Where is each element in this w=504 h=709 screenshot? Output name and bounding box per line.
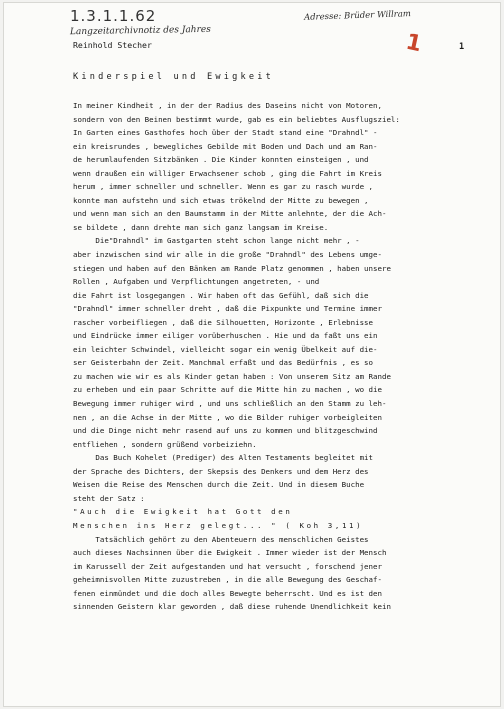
text-line: entfliehen , sondern grüßend vorbeiziehn. — [73, 439, 257, 449]
text-line: im Karussell der Zeit aufgestanden und hat versucht , forschend jener — [73, 561, 382, 571]
text-line: de herumlaufenden Sitzbänken . Die Kinder konnten einsteigen , und — [73, 155, 369, 165]
text-line: Tatsächlich gehört zu den Abenteuern des menschlichen Geistes — [73, 534, 369, 544]
text-line: geheimnisvollen Mitte zuzustreben , in die alle Bewegung des Geschaf- — [73, 575, 382, 585]
text-line: steht der Satz : — [73, 493, 145, 503]
text-line: In meiner Kindheit , in der der Radius des Daseins nicht von Motoren, — [73, 101, 382, 110]
text-line: und wenn man sich an den Baumstamm in der Mitte anlehnte, der die Ach- — [73, 209, 387, 219]
text-line: sinnenden Geistern klar geworden , daß diese ruhende Unendlichkeit kein — [73, 602, 391, 612]
text-line: ser Geisterbahn der Zeit. Manchmal erfaßt und das Bedürfnis , es so — [73, 358, 374, 368]
page-number: 1 — [459, 42, 465, 52]
text-line: In Garten eines Gasthofes hoch über der Stadt stand eine "Drahndl" - — [73, 128, 378, 138]
text-line: Die"Drahndl" im Gastgarten steht schon lange nicht mehr , - — [73, 236, 360, 246]
text-line: fenen einmündet und die doch alles Bewegte beherrscht. Und es ist den — [73, 588, 382, 598]
text-line: Rollen , Aufgaben und Verpflichtungen angetreten, - und — [73, 277, 320, 287]
text-line: und Eindrücke immer eiliger vorüberhuschen . Hie und da faßt uns ein — [73, 331, 378, 341]
text-line: die Fahrt ist losgegangen . Wir haben oft das Gefühl, daß sich die — [73, 290, 369, 300]
body-text — [73, 99, 501, 614]
document-page — [3, 2, 501, 707]
author-name: Reinhold Stecher — [73, 40, 152, 50]
document-title: Kinderspiel und Ewigkeit — [73, 72, 274, 82]
text-line: und die Dinge nicht mehr rasend auf uns zu kommen und blitzgeschwind — [73, 426, 378, 436]
text-line: wenn draußen ein williger Erwachsener schob , ging die Fahrt im Kreis — [73, 168, 382, 178]
quote-line: Menschen ins Herz gelegt... " ( Koh 3,11) — [73, 520, 364, 530]
text-line: Bewegung immer ruhiger wird , und uns schließlich an den Stamm zu leh- — [73, 399, 387, 409]
text-line: stiegen und haben auf den Bänken am Rande Platz genommen , haben unsere — [73, 263, 391, 273]
handwritten-address: Adresse: Brüder Willram — [303, 9, 412, 23]
text-line: zu erheben und ein paar Schritte auf die Mitte hin zu machen , wo die — [73, 385, 382, 395]
text-line: sondern von den Beinen bestimmt wurde, gab es ein beliebtes Ausflugsziel: — [73, 114, 400, 124]
quote-line: "Auch die Ewigkeit hat Gott den — [73, 507, 293, 517]
text-line: aber inzwischen sind wir alle in die große "Drahndl" des Lebens umge- — [73, 250, 382, 260]
text-line: auch dieses Nachsinnen über die Ewigkeit . Immer wieder ist der Mensch — [73, 548, 387, 558]
text-line: zu machen wie wir es als Kinder getan haben : Von unserem Sitz am Rande — [73, 371, 391, 381]
text-line: ein kreisrundes , bewegliches Gebilde mit Boden und Dach und am Ran- — [73, 141, 378, 151]
red-pencil-mark: 1 — [403, 29, 424, 58]
text-line: nen , an die Achse in der Mitte , wo die Bilder ruhiger vorbeigleiten — [73, 412, 382, 422]
text-line: Das Buch Kohelet (Prediger) des Alten Testaments begleitet mit — [73, 453, 374, 463]
text-line: Weisen die Reise des Menschen durch die Zeit. Und in diesem Buche — [73, 480, 365, 490]
text-line: se bildete , dann drehte man sich ganz langsam im Kreise. — [73, 222, 329, 232]
text-line: ein leichter Schwindel, vielleicht sogar ein wenig Übelkeit auf die- — [73, 344, 378, 354]
text-line: rascher vorbeifliegen , daß die Silhouetten, Horizonte , Erlebnisse — [73, 317, 374, 327]
text-line: "Drahndl" immer schneller dreht , daß die Pixpunkte und Termine immer — [73, 304, 382, 314]
text-line: der Sprache des Dichters, der Skepsis des Denkers und dem Herz des — [73, 466, 369, 476]
archive-number: 1.3.1.1.62 — [70, 7, 157, 25]
text-line: konnte man aufstehn und sich etwas trökelnd der Mitte zu bewegen , — [73, 195, 369, 205]
handwritten-note: Langzeitarchivnotiz des Jahres — [69, 24, 211, 38]
text-line: herum , immer schneller und schneller. Wenn es gar zu rasch wurde , — [73, 182, 374, 192]
